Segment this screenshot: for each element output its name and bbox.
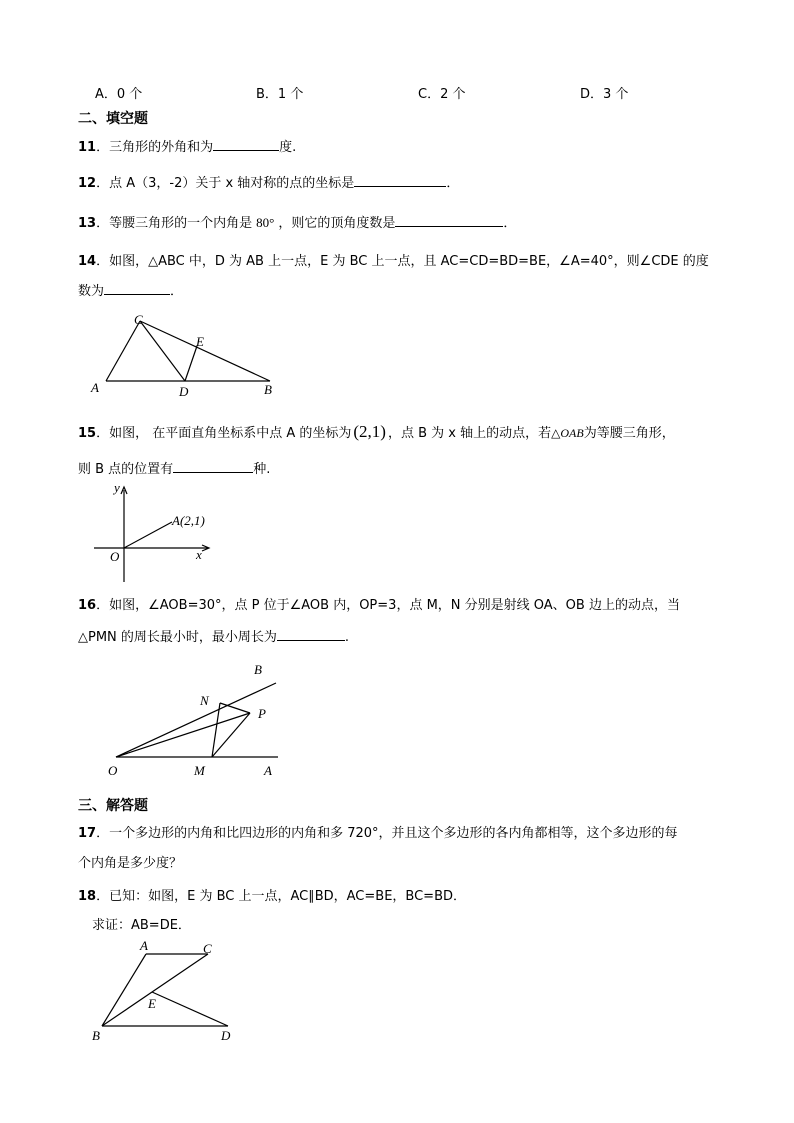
question-13 bbox=[78, 212, 516, 231]
origin-label: O bbox=[110, 549, 120, 564]
question-number: 12 bbox=[78, 176, 97, 191]
label-d: D bbox=[221, 1028, 231, 1043]
question-text: ．等腰三角形的一个内角是 bbox=[96, 216, 253, 231]
question-number: 17 bbox=[78, 826, 97, 841]
answer-blank[interactable] bbox=[173, 460, 253, 473]
question-number: 14 bbox=[78, 254, 97, 269]
label-b: B bbox=[264, 382, 272, 397]
label-e: E bbox=[148, 996, 156, 1011]
question-number: 13 bbox=[78, 216, 97, 231]
question-18-line2: 求证：AB=DE． bbox=[92, 918, 191, 933]
choice-a: A．0 个 bbox=[95, 87, 143, 102]
point-a-coordinate: (2,1) bbox=[353, 422, 386, 441]
section-title-answer: 三、解答题 bbox=[78, 798, 148, 814]
choice-c: C．2 个 bbox=[418, 87, 466, 102]
figure-coordinate-plane bbox=[90, 478, 220, 586]
question-18-line1 bbox=[78, 885, 466, 904]
question-16-line2 bbox=[78, 626, 349, 645]
y-axis-label: y bbox=[114, 480, 120, 495]
question-number: 11 bbox=[78, 140, 97, 155]
question-17-line1 bbox=[78, 822, 678, 841]
question-15-line2 bbox=[78, 458, 270, 477]
question-text-2: ，则它的顶角度数是 bbox=[278, 216, 396, 231]
question-tail: 种. bbox=[253, 462, 271, 477]
question-text: 个内角是多少度？ bbox=[78, 856, 183, 871]
question-text: △PMN 的周长最小时，最小周长为 bbox=[78, 630, 277, 645]
question-text-2: ，点 B 为 x 轴上的动点，若 bbox=[387, 426, 552, 441]
label-b: B bbox=[254, 662, 262, 677]
choice-d: D．3 个 bbox=[580, 87, 629, 102]
figure-parallel-lines bbox=[88, 936, 248, 1046]
answer-blank[interactable] bbox=[104, 282, 170, 295]
angle-value: 80° bbox=[256, 215, 275, 230]
label-c: C bbox=[134, 312, 143, 327]
choice-b: B．1 个 bbox=[256, 87, 304, 102]
question-text: ．如图，△ABC 中，D 为 AB 上一点，E 为 BC 上一点，且 AC=CD=BD=BE，∠A=40°，则∠CDE 的度 bbox=[96, 254, 709, 269]
label-a: A bbox=[91, 380, 99, 395]
question-text: ．三角形的外角和为 bbox=[96, 140, 214, 155]
question-tail: ． bbox=[170, 284, 184, 299]
question-text: ．点 A（3，-2）关于 x 轴对称的点的坐标是 bbox=[96, 176, 355, 191]
label-a: A bbox=[140, 938, 148, 953]
label-o: O bbox=[108, 763, 118, 778]
question-number: 18 bbox=[78, 889, 97, 904]
label-c: C bbox=[203, 941, 212, 956]
x-axis-label: x bbox=[196, 547, 202, 562]
label-a: A bbox=[264, 763, 272, 778]
triangle-oab: △OAB bbox=[551, 426, 584, 440]
question-14-line2 bbox=[78, 280, 183, 299]
answer-blank[interactable] bbox=[395, 214, 503, 227]
figure-triangle-abc bbox=[88, 308, 288, 400]
question-text: ．一个多边形的内角和比四边形的内角和多 720°，并且这个多边形的各内角都相等，这个多边形的每 bbox=[96, 826, 678, 841]
answer-blank[interactable] bbox=[277, 628, 345, 641]
question-tail: ． bbox=[446, 176, 460, 191]
question-11 bbox=[78, 136, 296, 155]
answer-blank[interactable] bbox=[213, 138, 279, 151]
question-16-line1 bbox=[78, 594, 680, 613]
point-a-label: A(2,1) bbox=[172, 513, 205, 528]
question-text: ．已知：如图，E 为 BC 上一点，AC∥BD，AC=BE，BC=BD． bbox=[96, 889, 466, 904]
label-b: B bbox=[92, 1028, 100, 1043]
question-text: ．如图， 在平面直角坐标系中点 A 的坐标为 bbox=[96, 426, 352, 441]
question-12 bbox=[78, 172, 459, 191]
figure-angle-aob bbox=[100, 656, 290, 780]
label-n: N bbox=[200, 693, 209, 708]
label-m: M bbox=[194, 763, 205, 778]
question-tail: 度. bbox=[279, 140, 297, 155]
label-e: E bbox=[196, 334, 204, 349]
question-tail: ． bbox=[503, 216, 517, 231]
question-tail: . bbox=[344, 630, 350, 645]
answer-blank[interactable] bbox=[354, 174, 446, 187]
question-number: 16 bbox=[78, 598, 97, 613]
label-d: D bbox=[179, 384, 189, 399]
question-14-line1 bbox=[78, 250, 709, 269]
section-title-fill-blank: 二、填空题 bbox=[78, 111, 148, 127]
question-text: 则 B 点的位置有 bbox=[78, 462, 174, 477]
question-text: 数为 bbox=[78, 284, 105, 299]
label-p: P bbox=[258, 706, 266, 721]
question-15-line1 bbox=[78, 422, 675, 442]
question-text-3: 为等腰三角形， bbox=[583, 426, 675, 441]
question-text: ．如图，∠AOB=30°，点 P 位于∠AOB 内，OP=3，点 M，N 分别是射线 OA、OB 边上的动点，当 bbox=[96, 598, 680, 613]
question-number: 15 bbox=[78, 426, 97, 441]
question-17-line2 bbox=[78, 852, 182, 871]
